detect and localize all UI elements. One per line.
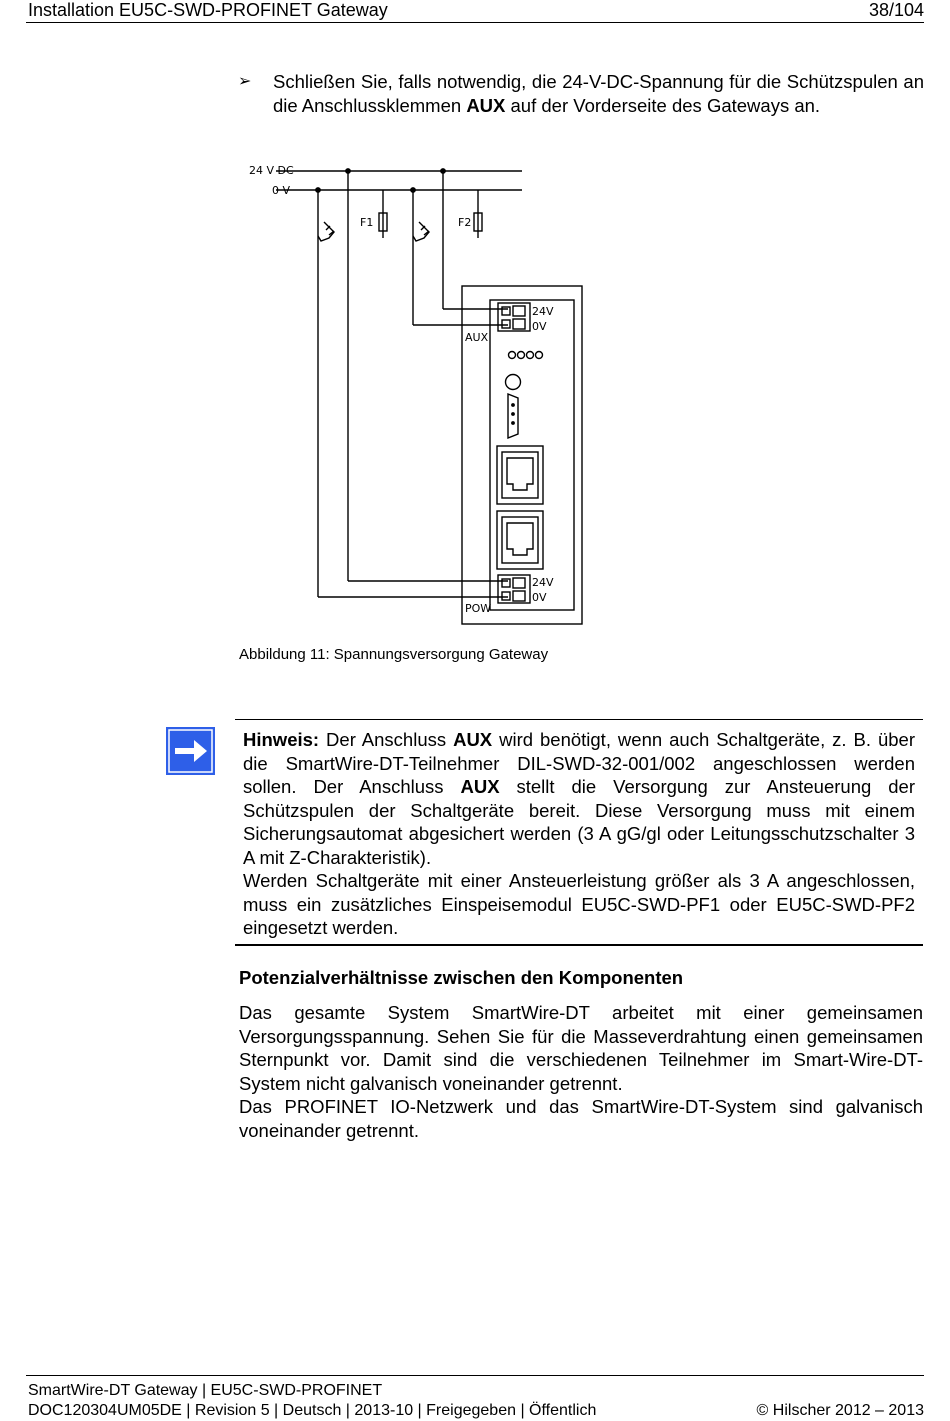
figure-caption: Abbildung 11: Spannungsversorgung Gateway <box>239 646 549 663</box>
note-text-c: stellt die Versorgung zur Ansteuerung der Schützspulen der Schaltgeräte bereit. Diese Versorgung muss mit einem Sicherungsautomat abgesichert werden (3 A gG/gl oder Leitungsschutzschalter 3 A mit Z-Charakteristik). <box>243 776 915 868</box>
footer-copyright: © Hilscher 2012 – 2013 <box>756 1402 924 1419</box>
label-pow-0v: 0V <box>532 591 547 604</box>
label-aux-0v: 0V <box>532 320 547 333</box>
instruction-step <box>238 70 924 117</box>
footer-line-1: SmartWire-DT Gateway | EU5C-SWD-PROFINET <box>28 1382 383 1399</box>
label-aux-24v: 24V <box>532 305 554 318</box>
note-box <box>235 719 923 946</box>
section-heading: Potenzialverhältnisse zwischen den Komponenten <box>239 967 684 988</box>
section-paragraph-1: Das gesamte System SmartWire-DT arbeitet mit einer gemeinsamen Versorgungsspannung. Sehen Sie für die Masseverdrahtung einen gemeinsamen Sternpunkt vor. Damit sind die verschiedenen Teilnehmer im Smart-Wire-DT-System nicht galvanisch voneinander getrennt. <box>239 1002 923 1094</box>
page-number: 38/104 <box>868 0 924 20</box>
instruction-text-b: auf der Vorderseite des Gateways an. <box>505 94 821 116</box>
note-aux-1: AUX <box>453 729 493 750</box>
wiring-diagram <box>246 158 586 630</box>
label-aux: AUX <box>465 331 489 344</box>
note-paragraph-2: Werden Schaltgeräte mit einer Ansteuerleistung größer als 3 A angeschlossen, muss ein zusätzliches Einspeisemodul EU5C-SWD-PF1 oder EU5C-SWD-PF2 eingesetzt werden. <box>243 870 915 938</box>
label-fuse2: F2 <box>458 216 472 229</box>
note-text-b: wird benötigt, wenn auch Schaltgeräte, z. B. über die SmartWire-DT-Teilnehmer DIL-SWD-32-001/002 angeschlossen werden sollen. Der Anschluss <box>243 729 915 797</box>
label-fuse1: F1 <box>360 216 374 229</box>
instruction-aux: AUX <box>466 94 506 116</box>
arrow-right-icon <box>166 727 215 775</box>
label-pow: POW <box>465 602 492 615</box>
header-title: Installation EU5C-SWD-PROFINET Gateway <box>28 0 388 20</box>
section-body <box>239 1001 923 1142</box>
note-body <box>243 728 915 940</box>
footer-line-2: DOC120304UM05DE | Revision 5 | Deutsch | 2013-10 | Freigegeben | Öffentlich <box>28 1402 597 1419</box>
note-text-a: Der Anschluss <box>319 729 454 750</box>
section-paragraph-2: Das PROFINET IO-Netzwerk und das SmartWire-DT-System sind galvanisch voneinander getrennt. <box>239 1096 923 1141</box>
instruction-text <box>273 70 924 117</box>
instruction-text-a: Schließen Sie, falls notwendig, die 24-V-DC-Spannung für die Schützspulen an die Anschlussklemmen <box>273 71 924 116</box>
label-pow-24v: 24V <box>532 576 554 589</box>
label-24vdc: 24 V DC <box>249 164 294 177</box>
note-label: Hinweis: <box>243 729 320 750</box>
label-0v: 0 V <box>272 184 291 197</box>
page-header <box>26 0 924 23</box>
page-footer <box>26 1375 924 1419</box>
note-aux-2: AUX <box>460 776 500 797</box>
note-paragraph-1 <box>243 728 915 869</box>
bullet-arrow-icon: ➢ <box>238 73 252 90</box>
